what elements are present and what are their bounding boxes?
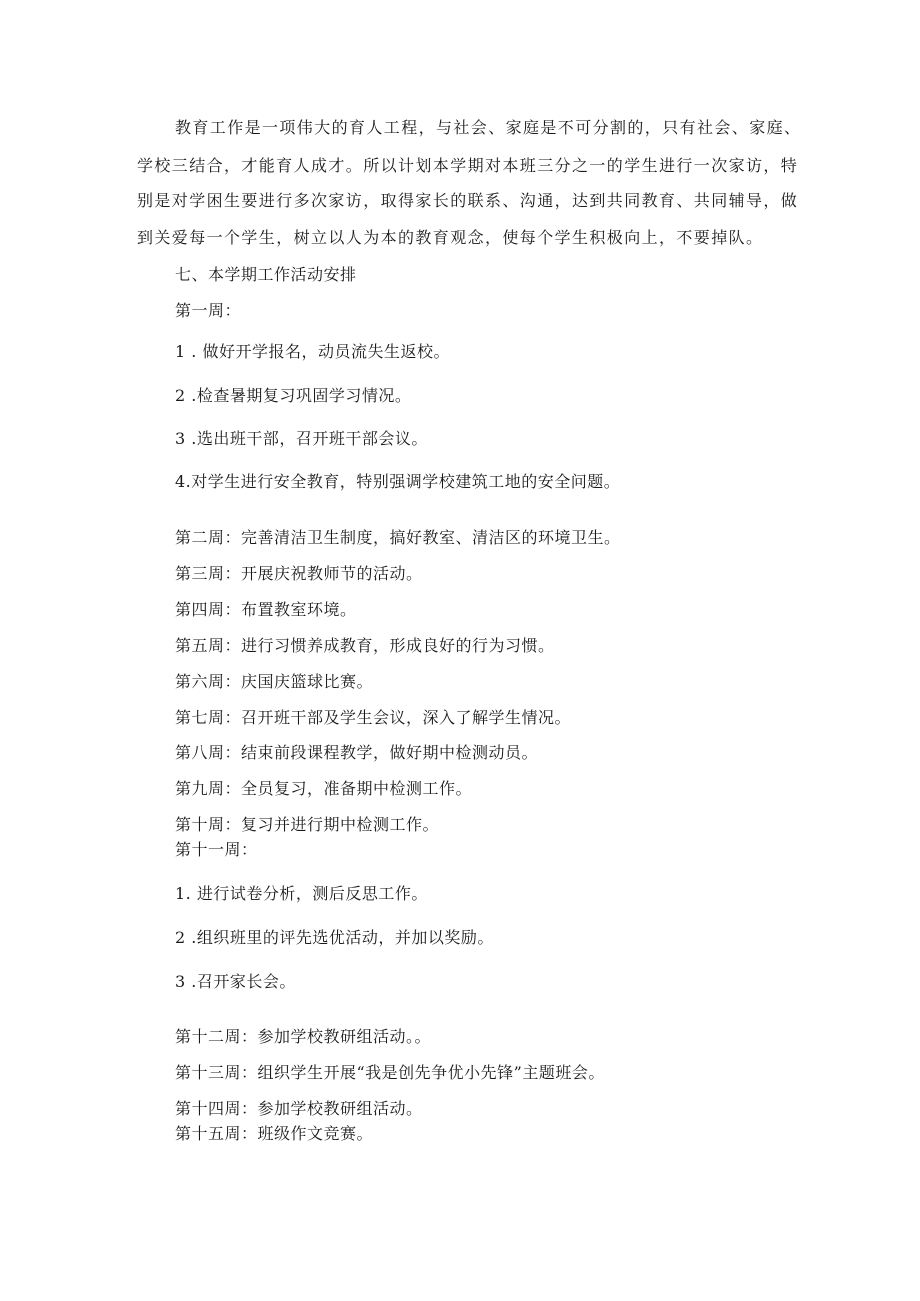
intro-line-2: 学校三结合，才能育人成才。所以计划本学期对本班三分之一的学生进行一次家访，特 — [137, 156, 799, 175]
week-10: 第十周：复习并进行期中检测工作。 — [175, 815, 440, 834]
week-1-item-3: 3 .选出班干部，召开班干部会议。 — [175, 429, 428, 448]
intro-line-1: 教育工作是一项伟大的育人工程，与社会、家庭是不可分割的，只有社会、家庭、 — [175, 118, 802, 137]
week-9: 第九周：全员复习，准备期中检测工作。 — [175, 779, 473, 798]
week-7: 第七周：召开班干部及学生会议，深入了解学生情况。 — [175, 708, 572, 727]
intro-line-4: 到关爱每一个学生，树立以人为本的教育观念，使每个学生积极向上，不要掉队。 — [137, 228, 764, 247]
week-2: 第二周：完善清洁卫生制度，搞好教室、清洁区的环境卫生。 — [175, 528, 621, 547]
week-11-item-2: 2 .组织班里的评先选优活动，并加以奖励。 — [175, 928, 494, 947]
week-11-label: 第十一周： — [175, 840, 258, 859]
week-8: 第八周：结束前段课程教学，做好期中检测动员。 — [175, 743, 539, 762]
week-1-item-2: 2 .检查暑期复习巩固学习情况。 — [175, 386, 412, 405]
week-6: 第六周：庆国庆篮球比赛。 — [175, 672, 374, 691]
week-4: 第四周：布置教室环境。 — [175, 600, 357, 619]
week-11-item-3: 3 .召开家长会。 — [175, 972, 296, 991]
week-1-label: 第一周： — [175, 301, 242, 320]
week-13: 第十三周：组织学生开展“我是创先争优小先锋”主题班会。 — [175, 1063, 605, 1082]
week-15: 第十五周：班级作文竞赛。 — [175, 1124, 374, 1143]
week-1-item-4: 4.对学生进行安全教育，特别强调学校建筑工地的安全问题。 — [175, 472, 621, 491]
week-3: 第三周：开展庆祝教师节的活动。 — [175, 564, 423, 583]
section-title: 七、本学期工作活动安排 — [175, 265, 357, 284]
week-5: 第五周：进行习惯养成教育，形成良好的行为习惯。 — [175, 636, 555, 655]
week-12: 第十二周：参加学校教研组活动。。 — [175, 1027, 432, 1046]
week-11-item-1: 1. 进行试卷分析，测后反思工作。 — [175, 884, 428, 903]
week-1-item-1: 1 . 做好开学报名，动员流失生返校。 — [175, 342, 450, 361]
week-14: 第十四周：参加学校教研组活动。 — [175, 1099, 423, 1118]
intro-line-3: 别是对学困生要进行多次家访，取得家长的联系、沟通，达到共同教育、共同辅导，做 — [137, 191, 799, 210]
